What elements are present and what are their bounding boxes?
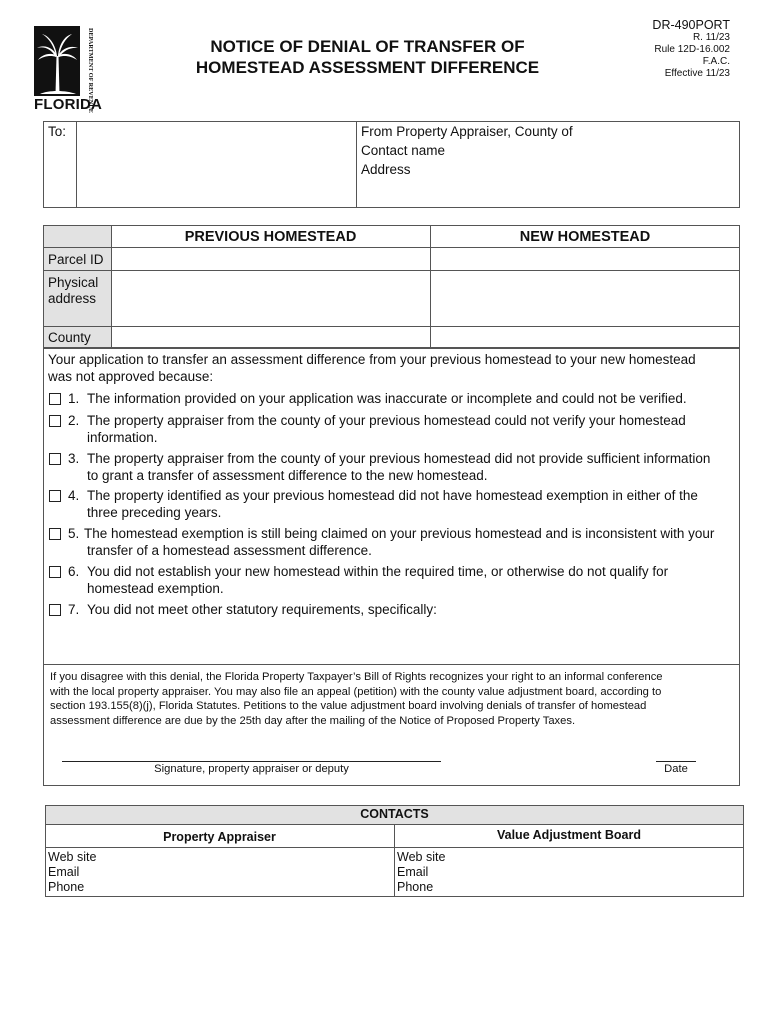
signature-line[interactable]	[62, 761, 441, 762]
reason-4-text: The property identified as your previous homestead did not have homestead exemption in either of the three preceding years.	[87, 488, 698, 520]
reason-1-text: The information provided on your application was inaccurate or incomplete and could not be verified.	[87, 391, 687, 406]
reason-2-text: The property appraiser from the county of your previous homestead could not verify your homestead information.	[87, 413, 686, 445]
reason-4-checkbox[interactable]	[49, 490, 61, 502]
new-address-field[interactable]	[432, 272, 738, 325]
reason-7-number: 7.	[68, 602, 80, 617]
previous-county-field[interactable]	[113, 328, 428, 347]
form-number: DR-490PORT	[652, 18, 730, 32]
contacts-title: CONTACTS	[360, 807, 429, 821]
reason-6-text: You did not establish your new homestead within the required time, or otherwise do not qualify for homestead exemption.	[87, 564, 669, 596]
property-appraiser-header: Property Appraiser	[163, 830, 276, 844]
appeal-notice: If you disagree with this denial, the Florida Property Taxpayer’s Bill of Rights recognizes your right to an informal conference with the local property appraiser. You may also file an appeal (petition) with the county value adjustment board, according to section 193.155(8)(j), Florida Statutes. Petitions to the value adjustment board involving denials of transfer of homestead assessment difference are due by the 25th day after the mailing of the Notice of Proposed Property Taxes.	[50, 671, 663, 727]
new-homestead-header: NEW HOMESTEAD	[519, 229, 651, 245]
reason-7-checkbox[interactable]	[49, 604, 61, 616]
reason-7-text: You did not meet other statutory requirements, specifically:	[87, 602, 437, 617]
reason-1-number: 1.	[68, 391, 80, 406]
reason-5-number: 5.	[68, 526, 80, 541]
pa-website-label: Web site	[48, 850, 97, 864]
contact-name-label: Contact name	[361, 143, 446, 158]
signature-label: Signature, property appraiser or deputy	[154, 763, 349, 775]
reason-3-text: The property appraiser from the county of your previous homestead did not provide sufficient information to grant a transfer of assessment difference to the new homestead.	[87, 451, 711, 483]
reason-1-checkbox[interactable]	[49, 393, 61, 405]
previous-address-field[interactable]	[113, 272, 428, 325]
reason-6-checkbox[interactable]	[49, 566, 61, 578]
reason-2-checkbox[interactable]	[49, 415, 61, 427]
pa-phone-label: Phone	[48, 880, 85, 894]
to-field[interactable]	[80, 126, 352, 204]
reason-2-number: 2.	[68, 413, 80, 428]
date-label: Date	[664, 763, 688, 775]
vab-phone-label: Phone	[397, 880, 434, 894]
title-line-1: NOTICE OF DENIAL OF TRANSFER OF	[210, 37, 525, 56]
previous-parcel-id-field[interactable]	[113, 249, 428, 269]
form-revision: R. 11/23	[692, 32, 730, 43]
reason-5-text: The homestead exemption is still being claimed on your previous homestead and is inconsistent with your transfer of a homestead assessment difference.	[84, 526, 715, 558]
form-effective: Effective 11/23	[664, 68, 730, 79]
reason-6-number: 6.	[68, 564, 80, 579]
county-label: County	[48, 330, 91, 345]
previous-homestead-header: PREVIOUS HOMESTEAD	[184, 229, 357, 245]
form-identifier	[652, 18, 730, 80]
new-county-field[interactable]	[432, 328, 738, 347]
florida-wordmark: FLORIDA	[34, 96, 103, 113]
reason-4-number: 4.	[68, 488, 80, 503]
reason-5-checkbox[interactable]	[49, 528, 61, 540]
value-adjustment-board-header: Value Adjustment Board	[496, 828, 641, 842]
from-label: From Property Appraiser, County of	[361, 124, 573, 139]
reason-7-specify-field[interactable]	[87, 622, 732, 660]
form-rule: Rule 12D-16.002	[654, 44, 730, 55]
to-label: To:	[48, 124, 67, 139]
pa-email-label: Email	[48, 865, 80, 879]
agency-vertical-text: DEPARTMENT OF REVENUE	[87, 28, 94, 113]
page-title	[170, 36, 565, 78]
reason-3-checkbox[interactable]	[49, 453, 61, 465]
physical-address-label: Physical address	[48, 275, 99, 306]
parcel-id-label: Parcel ID	[48, 252, 104, 267]
vab-email-label: Email	[397, 865, 429, 879]
reason-3-number: 3.	[68, 451, 80, 466]
reasons-intro: Your application to transfer an assessment difference from your previous homestead to your new homestead was not approved because:	[48, 352, 696, 384]
title-line-2: HOMESTEAD ASSESSMENT DIFFERENCE	[195, 58, 540, 77]
form-fac: F.A.C.	[702, 56, 730, 67]
date-line[interactable]	[656, 761, 696, 762]
new-parcel-id-field[interactable]	[432, 249, 738, 269]
address-label: Address	[361, 162, 411, 177]
vab-website-label: Web site	[397, 850, 446, 864]
